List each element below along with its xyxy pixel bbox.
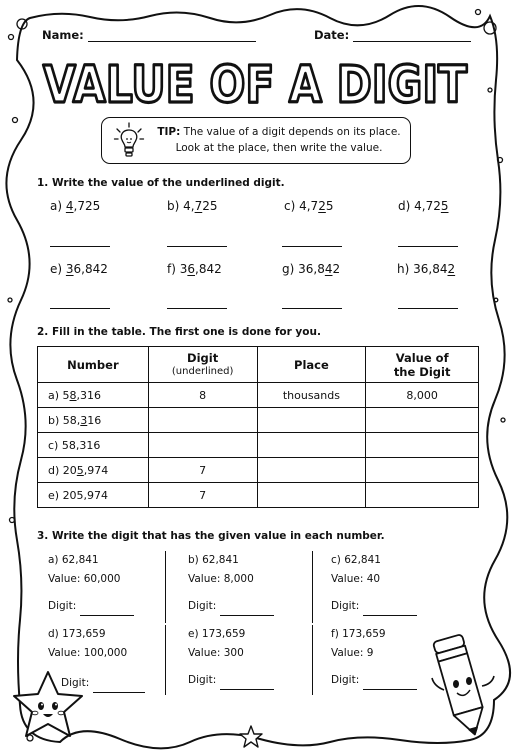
name-field[interactable]: [42, 28, 256, 42]
tip-line-2: Look at the place, then write the value.: [175, 142, 383, 154]
q1-item-b: b) 4,725: [167, 199, 218, 213]
q1-heading: 1. Write the value of the underlined digit.: [37, 177, 285, 189]
row-digit-cell[interactable]: 7: [148, 458, 257, 483]
row-value-cell[interactable]: [366, 458, 479, 483]
table-row: [38, 433, 479, 458]
q1-item-a: a) 4,725: [50, 199, 101, 213]
row-digit-cell[interactable]: [148, 408, 257, 433]
answer-line[interactable]: [282, 308, 342, 309]
row-value-cell[interactable]: [366, 483, 479, 508]
row-place-cell[interactable]: [257, 433, 366, 458]
pencil-mascot-icon: [424, 630, 500, 742]
q3-item-d: d) 173,659 Value: 100,000: [48, 628, 128, 659]
star-mascot-icon: [8, 668, 88, 746]
q1-item-e: e) 36,842: [50, 262, 108, 276]
digit-answer-line[interactable]: [220, 615, 274, 616]
answer-line[interactable]: [398, 246, 458, 247]
table-header-row: [38, 347, 479, 383]
date-line[interactable]: [353, 41, 471, 42]
row-number: a) 58,316: [38, 383, 149, 408]
q3-heading: 3. Write the digit that has the given value in each number.: [37, 530, 385, 542]
q3-item-c: c) 62,841 Value: 40 Digit:: [331, 551, 417, 616]
divider: [165, 551, 166, 623]
answer-line[interactable]: [282, 246, 342, 247]
date-label: Date:: [314, 28, 350, 42]
lightbulb-icon: [114, 122, 144, 160]
digit-answer-line[interactable]: [220, 689, 274, 690]
table-row: [38, 408, 479, 433]
place-value-table: [37, 346, 479, 508]
row-number: d) 205,974: [38, 458, 149, 483]
name-line[interactable]: [88, 41, 256, 42]
name-label: Name:: [42, 28, 84, 42]
col-number-header: Number: [38, 347, 149, 383]
q3-item-a: a) 62,841 Value: 60,000 Digit:: [48, 551, 134, 616]
table-row: [38, 483, 479, 508]
q3-item-f: f) 173,659 Value: 9 Digit:: [331, 625, 417, 690]
star-icon: [238, 724, 264, 750]
q3-item-d-answer: Digit:: [61, 674, 145, 693]
row-place-cell[interactable]: [257, 483, 366, 508]
page-title: [35, 50, 475, 116]
tip-label: TIP:: [157, 126, 181, 138]
q2-heading: 2. Fill in the table. The first one is done for you.: [37, 326, 321, 338]
digit-answer-line[interactable]: [80, 615, 134, 616]
tip-text: [154, 124, 404, 156]
answer-line[interactable]: [167, 308, 227, 309]
q1-item-d: d) 4,725: [398, 199, 449, 213]
digit-answer-line[interactable]: [93, 692, 145, 693]
col-place-header: Place: [257, 347, 366, 383]
answer-line[interactable]: [167, 246, 227, 247]
row-number: e) 205,974: [38, 483, 149, 508]
answer-line[interactable]: [50, 246, 110, 247]
divider: [312, 625, 313, 695]
row-place-cell[interactable]: [257, 408, 366, 433]
row-digit-cell[interactable]: [148, 433, 257, 458]
row-value-cell[interactable]: [366, 408, 479, 433]
page-title-text: VALUE OF A DIGIT: [43, 56, 468, 115]
col-value-header: Value of the Digit: [366, 347, 479, 383]
row-place-cell[interactable]: [257, 458, 366, 483]
divider: [165, 625, 166, 695]
table-row: [38, 383, 479, 408]
answer-line[interactable]: [50, 308, 110, 309]
col-digit-header: Digit (underlined): [148, 347, 257, 383]
row-digit-cell[interactable]: 8: [148, 383, 257, 408]
row-number: b) 58,316: [38, 408, 149, 433]
q1-item-h: h) 36,842: [397, 262, 456, 276]
row-value-cell[interactable]: 8,000: [366, 383, 479, 408]
digit-answer-line[interactable]: [363, 615, 417, 616]
q3-item-e: e) 173,659 Value: 300 Digit:: [188, 625, 274, 690]
date-field[interactable]: [314, 28, 471, 42]
row-digit-cell[interactable]: 7: [148, 483, 257, 508]
row-place-cell[interactable]: thousands: [257, 383, 366, 408]
tip-line-1: The value of a digit depends on its place.: [183, 126, 401, 138]
digit-answer-line[interactable]: [363, 689, 417, 690]
q1-item-c: c) 4,725: [284, 199, 334, 213]
answer-line[interactable]: [398, 308, 458, 309]
row-value-cell[interactable]: [366, 433, 479, 458]
table-row: [38, 458, 479, 483]
tip-box: [101, 117, 411, 164]
q3-item-b: b) 62,841 Value: 8,000 Digit:: [188, 551, 274, 616]
divider: [312, 551, 313, 623]
q1-item-f: f) 36,842: [167, 262, 222, 276]
q1-item-g: g) 36,842: [282, 262, 341, 276]
row-number: c) 58,316: [38, 433, 149, 458]
